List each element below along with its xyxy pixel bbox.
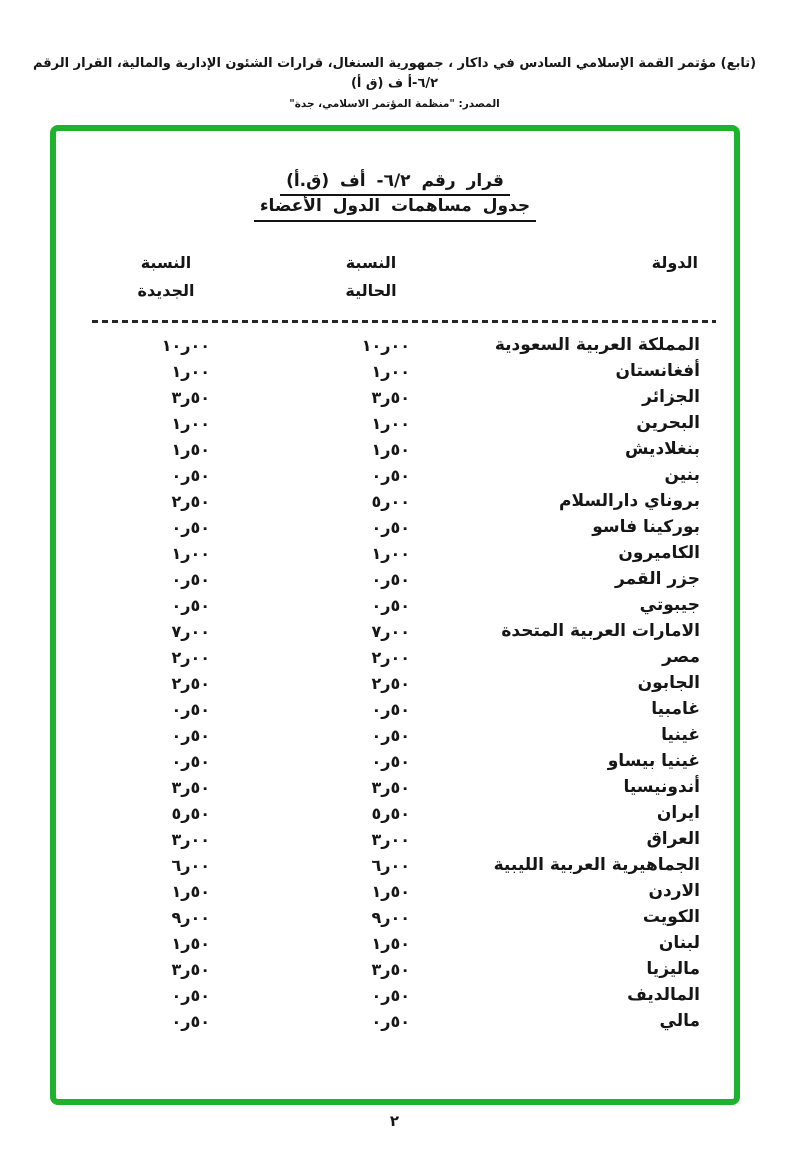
table-row <box>56 592 734 618</box>
table-row <box>56 384 734 410</box>
table-row <box>56 670 734 696</box>
current-percentage-value: ٠ر٥٠ <box>371 699 410 719</box>
country-name: المالديف <box>627 985 700 1005</box>
new-percentage-value: ٠ر٥٠ <box>171 699 210 719</box>
new-percentage-value: ١ر٥٠ <box>171 933 210 953</box>
new-percentage-value: ٣ر٥٠ <box>171 387 210 407</box>
current-percentage-value: ٥ر٠٠ <box>371 491 410 511</box>
table-row <box>56 852 734 878</box>
table-row <box>56 696 734 722</box>
new-percentage-value: ٢ر٠٠ <box>171 647 210 667</box>
country-name: الكاميرون <box>618 543 700 563</box>
table-row <box>56 774 734 800</box>
country-name: أفغانستان <box>615 361 700 381</box>
current-percentage-value: ١ر٠٠ <box>371 543 410 563</box>
new-percentage-value: ١٠ر٠٠ <box>161 335 210 355</box>
country-name: غامبيا <box>651 699 700 719</box>
document-header-line: (تابع) مؤتمر القمة الإسلامي السادس في داكار ، جمهورية السنغال، قرارات الشئون الإدارية والمالية، القرار الرقم ٦/٢-أ ف (ق أ) <box>32 56 757 91</box>
table-row <box>56 826 734 852</box>
new-percentage-value: ٠ر٥٠ <box>171 465 210 485</box>
table-subtitle: جدول مساهمات الدول الأعضاء <box>254 196 536 221</box>
decision-title: قرار رقم ٦/٢- أف (ق.أ) <box>280 171 510 196</box>
new-percentage-value: ٠ر٥٠ <box>171 725 210 745</box>
column-header-current-percentage <box>311 249 431 305</box>
new-percentage-value: ٣ر٠٠ <box>171 829 210 849</box>
current-percentage-value: ١ر٥٠ <box>371 933 410 953</box>
country-name: الكويت <box>642 907 700 927</box>
new-percentage-value: ٧ر٠٠ <box>171 621 210 641</box>
current-percentage-value: ٠ر٥٠ <box>371 465 410 485</box>
country-name: بنغلاديش <box>625 439 700 459</box>
country-name: الاردن <box>648 881 700 901</box>
new-percentage-value: ١ر٠٠ <box>171 413 210 433</box>
country-name: المملكة العربية السعودية <box>494 335 700 355</box>
table-row <box>56 358 734 384</box>
current-percentage-value: ٠ر٥٠ <box>371 725 410 745</box>
country-name: البحرين <box>636 413 700 433</box>
contributions-table <box>56 332 734 1034</box>
current-percentage-value: ١٠ر٠٠ <box>361 335 410 355</box>
current-percentage-value: ٠ر٥٠ <box>371 1011 410 1031</box>
table-row <box>56 462 734 488</box>
current-percentage-value: ٠ر٥٠ <box>371 595 410 615</box>
column-header-country: الدولة <box>651 253 698 272</box>
table-row <box>56 410 734 436</box>
new-percentage-value: ٠ر٥٠ <box>171 1011 210 1031</box>
table-row <box>56 618 734 644</box>
table-row <box>56 904 734 930</box>
country-name: جزر القمر <box>615 569 700 589</box>
current-percentage-value: ٣ر٥٠ <box>371 959 410 979</box>
country-name: الجماهيرية العربية الليبية <box>493 855 700 875</box>
green-frame <box>50 125 740 1105</box>
table-row <box>56 566 734 592</box>
new-percentage-value: ٠ر٥٠ <box>171 985 210 1005</box>
current-percentage-value: ٠ر٥٠ <box>371 751 410 771</box>
country-name: أندونيسيا <box>623 777 700 797</box>
new-percentage-value: ٢ر٥٠ <box>171 491 210 511</box>
new-percentage-value: ٣ر٥٠ <box>171 959 210 979</box>
current-percentage-value: ١ر٥٠ <box>371 881 410 901</box>
new-percentage-value: ٢ر٥٠ <box>171 673 210 693</box>
country-name: مالي <box>659 1011 700 1031</box>
new-percentage-value: ٠ر٥٠ <box>171 569 210 589</box>
table-row <box>56 956 734 982</box>
current-percentage-value: ٣ر٠٠ <box>371 829 410 849</box>
column-header-new-line2: الجديدة <box>137 281 195 300</box>
current-percentage-value: ٣ر٥٠ <box>371 387 410 407</box>
table-row <box>56 332 734 358</box>
table-row <box>56 644 734 670</box>
country-name: مصر <box>662 647 700 667</box>
new-percentage-value: ٠ر٥٠ <box>171 517 210 537</box>
document-source-line: المصدر: "منظمة المؤتمر الاسلامي، جدة" <box>289 98 500 110</box>
country-name: لبنان <box>658 933 700 953</box>
title-block <box>56 171 734 222</box>
current-percentage-value: ١ر٠٠ <box>371 361 410 381</box>
table-row <box>56 722 734 748</box>
new-percentage-value: ١ر٠٠ <box>171 361 210 381</box>
current-percentage-value: ٩ر٠٠ <box>371 907 410 927</box>
new-percentage-value: ١ر٠٠ <box>171 543 210 563</box>
current-percentage-value: ٦ر٠٠ <box>371 855 410 875</box>
table-row <box>56 436 734 462</box>
current-percentage-value: ٥ر٥٠ <box>371 803 410 823</box>
country-name: ماليزيا <box>646 959 700 979</box>
new-percentage-value: ١ر٥٠ <box>171 881 210 901</box>
table-row <box>56 878 734 904</box>
country-name: بنين <box>664 465 700 485</box>
country-name: جيبوتي <box>639 595 700 615</box>
current-percentage-value: ١ر٥٠ <box>371 439 410 459</box>
current-percentage-value: ٠ر٥٠ <box>371 985 410 1005</box>
document-header <box>30 54 759 110</box>
country-name: الجابون <box>637 673 700 693</box>
table-row <box>56 514 734 540</box>
dashed-separator <box>92 320 716 323</box>
country-name: العراق <box>646 829 700 849</box>
new-percentage-value: ٠ر٥٠ <box>171 751 210 771</box>
country-name: الجزائر <box>642 387 700 407</box>
column-header-new-percentage <box>106 249 226 305</box>
new-percentage-value: ٣ر٥٠ <box>171 777 210 797</box>
country-name: بروناي دارالسلام <box>558 491 700 511</box>
current-percentage-value: ٧ر٠٠ <box>371 621 410 641</box>
new-percentage-value: ١ر٥٠ <box>171 439 210 459</box>
country-name: ايران <box>656 803 700 823</box>
new-percentage-value: ٠ر٥٠ <box>171 595 210 615</box>
table-row <box>56 488 734 514</box>
country-name: غينيا <box>661 725 700 745</box>
table-row <box>56 540 734 566</box>
page-number: ٢ <box>389 1112 400 1130</box>
current-percentage-value: ٣ر٥٠ <box>371 777 410 797</box>
current-percentage-value: ٢ر٥٠ <box>371 673 410 693</box>
new-percentage-value: ٦ر٠٠ <box>171 855 210 875</box>
column-header-current-line1: النسبة <box>345 253 397 272</box>
table-row <box>56 930 734 956</box>
new-percentage-value: ٥ر٥٠ <box>171 803 210 823</box>
country-name: بوركينا فاسو <box>592 517 700 537</box>
table-row <box>56 982 734 1008</box>
column-header-current-line2: الحالية <box>345 281 397 300</box>
table-row <box>56 800 734 826</box>
document-body <box>56 131 734 1099</box>
current-percentage-value: ٠ر٥٠ <box>371 569 410 589</box>
new-percentage-value: ٩ر٠٠ <box>171 907 210 927</box>
current-percentage-value: ٠ر٥٠ <box>371 517 410 537</box>
column-header-new-line1: النسبة <box>140 253 192 272</box>
country-name: الامارات العربية المتحدة <box>501 621 700 641</box>
table-row <box>56 748 734 774</box>
table-row <box>56 1008 734 1034</box>
current-percentage-value: ١ر٠٠ <box>371 413 410 433</box>
country-name: غينيا بيساو <box>607 751 700 771</box>
current-percentage-value: ٢ر٠٠ <box>371 647 410 667</box>
